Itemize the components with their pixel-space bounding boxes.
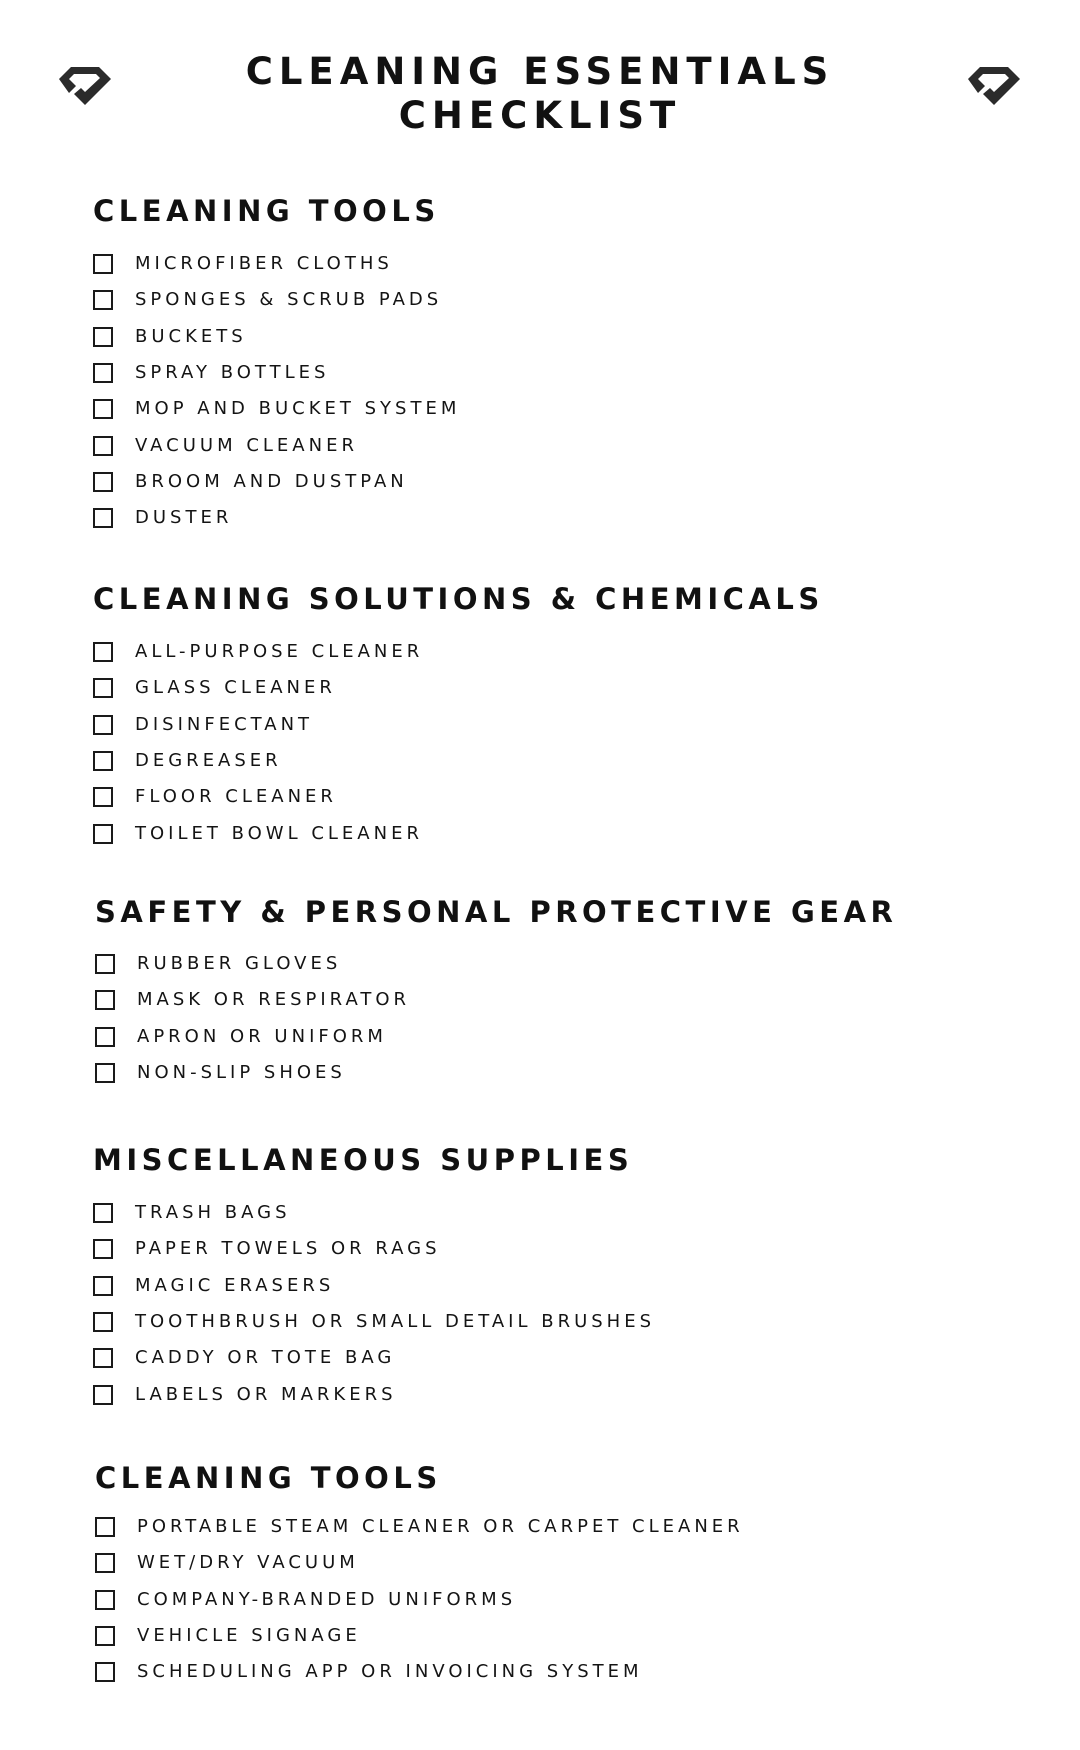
checkbox[interactable] — [93, 290, 113, 310]
checklist-item-label: PORTABLE STEAM CLEANER OR CARPET CLEANER — [137, 1516, 744, 1538]
checkbox[interactable] — [93, 824, 113, 844]
checkbox[interactable] — [95, 1626, 115, 1646]
checklist-item — [95, 1545, 995, 1581]
checklist-section — [95, 1461, 995, 1690]
checklist-item — [93, 427, 993, 463]
checklist-item — [93, 1376, 993, 1412]
checklist-item-label: DISINFECTANT — [135, 713, 314, 735]
checklist-item — [93, 634, 993, 670]
checklist-item-label: MICROFIBER CLOTHS — [135, 253, 393, 275]
checkbox[interactable] — [93, 1385, 113, 1405]
checkbox[interactable] — [95, 990, 115, 1010]
checklist-item — [93, 1340, 993, 1376]
section-heading: MISCELLANEOUS SUPPLIES — [93, 1143, 634, 1177]
checkbox[interactable] — [95, 1553, 115, 1573]
checklist-item-label: TRASH BAGS — [135, 1202, 291, 1224]
checklist-items — [93, 246, 993, 536]
checklist-item — [93, 1231, 993, 1267]
section-heading: CLEANING TOOLS — [95, 1461, 442, 1495]
checklist-item — [93, 670, 993, 706]
checkbox[interactable] — [93, 472, 113, 492]
section-heading: CLEANING TOOLS — [93, 194, 440, 228]
checklist-item-label: SCHEDULING APP OR INVOICING SYSTEM — [137, 1661, 643, 1683]
checklist-items — [93, 634, 993, 852]
checkbox[interactable] — [95, 1517, 115, 1537]
checklist-item — [93, 743, 993, 779]
checklist-section — [93, 1143, 993, 1413]
checkbox[interactable] — [95, 1063, 115, 1083]
checklist-item — [95, 946, 995, 982]
checklist-item-label: MAGIC ERASERS — [135, 1274, 335, 1296]
checklist-item-label: BUCKETS — [135, 325, 247, 347]
checklist-item-label: RUBBER GLOVES — [137, 953, 342, 975]
checkbox[interactable] — [93, 751, 113, 771]
checkbox[interactable] — [93, 327, 113, 347]
checklist-item — [93, 815, 993, 851]
checkbox[interactable] — [93, 363, 113, 383]
page-title-line-2: CHECKLIST — [398, 94, 682, 137]
checklist-item-label: COMPANY-BRANDED UNIFORMS — [137, 1588, 517, 1610]
checklist-item — [93, 391, 993, 427]
checkbox[interactable] — [95, 1662, 115, 1682]
page-title — [0, 50, 1080, 138]
checklist-item — [95, 1509, 995, 1545]
checkbox[interactable] — [95, 954, 115, 974]
checklist-item — [93, 355, 993, 391]
checklist-item — [93, 1195, 993, 1231]
checklist-item-label: VEHICLE SIGNAGE — [137, 1625, 361, 1647]
checklist-item-label: ALL-PURPOSE CLEANER — [135, 641, 424, 663]
section-heading: SAFETY & PERSONAL PROTECTIVE GEAR — [95, 895, 898, 929]
checklist-item-label: BROOM AND DUSTPAN — [135, 470, 408, 492]
checkbox[interactable] — [95, 1027, 115, 1047]
checkbox[interactable] — [93, 787, 113, 807]
checklist-item — [95, 1618, 995, 1654]
checkbox[interactable] — [93, 436, 113, 456]
checklist-item-label: MASK OR RESPIRATOR — [137, 989, 411, 1011]
checklist-item-label: APRON OR UNIFORM — [137, 1025, 387, 1047]
checklist-item-label: WET/DRY VACUUM — [137, 1552, 359, 1574]
checklist-items — [93, 1195, 993, 1413]
checklist-section — [95, 895, 995, 1091]
checklist-item-label: VACUUM CLEANER — [135, 434, 358, 456]
checklist-item — [95, 1019, 995, 1055]
checkbox[interactable] — [93, 1348, 113, 1368]
checkbox[interactable] — [93, 254, 113, 274]
checklist-item-label: DUSTER — [135, 507, 233, 529]
checklist-item — [95, 1055, 995, 1091]
checklist-item — [93, 500, 993, 536]
checklist-item-label: NON-SLIP SHOES — [137, 1062, 346, 1084]
checklist-item-label: MOP AND BUCKET SYSTEM — [135, 398, 461, 420]
checkbox[interactable] — [93, 399, 113, 419]
checkbox[interactable] — [93, 642, 113, 662]
checkbox[interactable] — [93, 715, 113, 735]
checklist-item-label: FLOOR CLEANER — [135, 786, 337, 808]
checklist-section — [93, 582, 993, 852]
checklist-item — [93, 707, 993, 743]
checklist-item — [93, 246, 993, 282]
checklist-item — [93, 779, 993, 815]
checklist-item-label: TOILET BOWL CLEANER — [135, 822, 423, 844]
checklist-item — [93, 282, 993, 318]
checklist-item — [93, 1304, 993, 1340]
checkbox[interactable] — [93, 1276, 113, 1296]
checklist-item-label: GLASS CLEANER — [135, 677, 336, 699]
checklist-item-label: CADDY OR TOTE BAG — [135, 1347, 396, 1369]
page-title-line-1: CLEANING ESSENTIALS — [245, 50, 835, 93]
checkbox[interactable] — [93, 678, 113, 698]
checklist-item-label: LABELS OR MARKERS — [135, 1383, 397, 1405]
checklist-item-label: TOOTHBRUSH OR SMALL DETAIL BRUSHES — [135, 1311, 656, 1333]
checklist-item — [93, 1268, 993, 1304]
checkbox[interactable] — [93, 1239, 113, 1259]
checklist-item — [95, 1582, 995, 1618]
checklist-items — [95, 1509, 995, 1690]
checkbox[interactable] — [93, 1312, 113, 1332]
checklist-item-label: PAPER TOWELS OR RAGS — [135, 1238, 441, 1260]
checkbox[interactable] — [93, 1203, 113, 1223]
checkbox[interactable] — [93, 508, 113, 528]
checklist-item-label: SPRAY BOTTLES — [135, 362, 330, 384]
checklist-item — [93, 319, 993, 355]
checklist-item — [95, 1654, 995, 1690]
checklist-items — [95, 946, 995, 1091]
checklist-section — [93, 194, 993, 536]
checklist-item — [95, 982, 995, 1018]
checklist-item — [93, 464, 993, 500]
checklist-item-label: DEGREASER — [135, 750, 282, 772]
checkbox[interactable] — [95, 1590, 115, 1610]
section-heading: CLEANING SOLUTIONS & CHEMICALS — [93, 582, 824, 616]
checklist-item-label: SPONGES & SCRUB PADS — [135, 289, 443, 311]
